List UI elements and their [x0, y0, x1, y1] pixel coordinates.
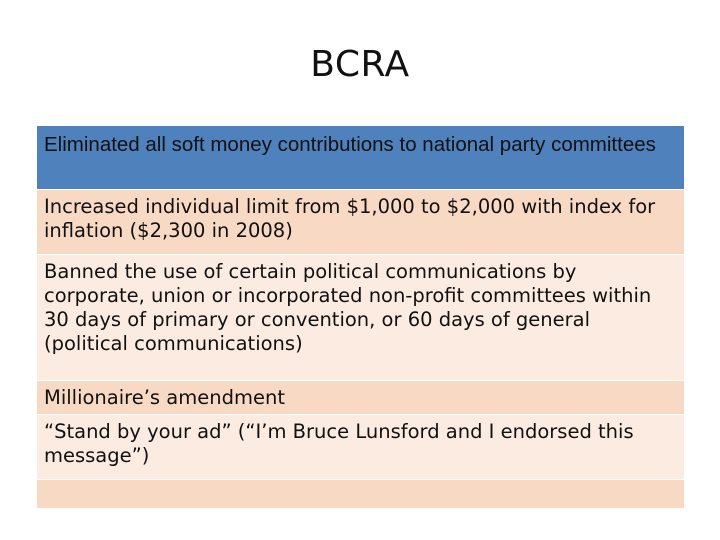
table-row-empty [37, 480, 684, 509]
table-header-cell: Eliminated all soft money contributions to national party committees [37, 126, 684, 190]
bcra-provisions-table [37, 126, 684, 509]
table-row: Banned the use of certain political communications by corporate, union or incorporated non-profit committees within 30 days of primary or convention, or 60 days of general (political communications) [37, 255, 684, 381]
table-row: Millionaire’s amendment [37, 381, 684, 415]
table-row: Increased individual limit from $1,000 to $2,000 with index for inflation ($2,300 in 2008) [37, 190, 684, 255]
table-row: “Stand by your ad” (“I’m Bruce Lunsford and I endorsed this message”) [37, 415, 684, 480]
slide-title: BCRA [310, 44, 410, 85]
